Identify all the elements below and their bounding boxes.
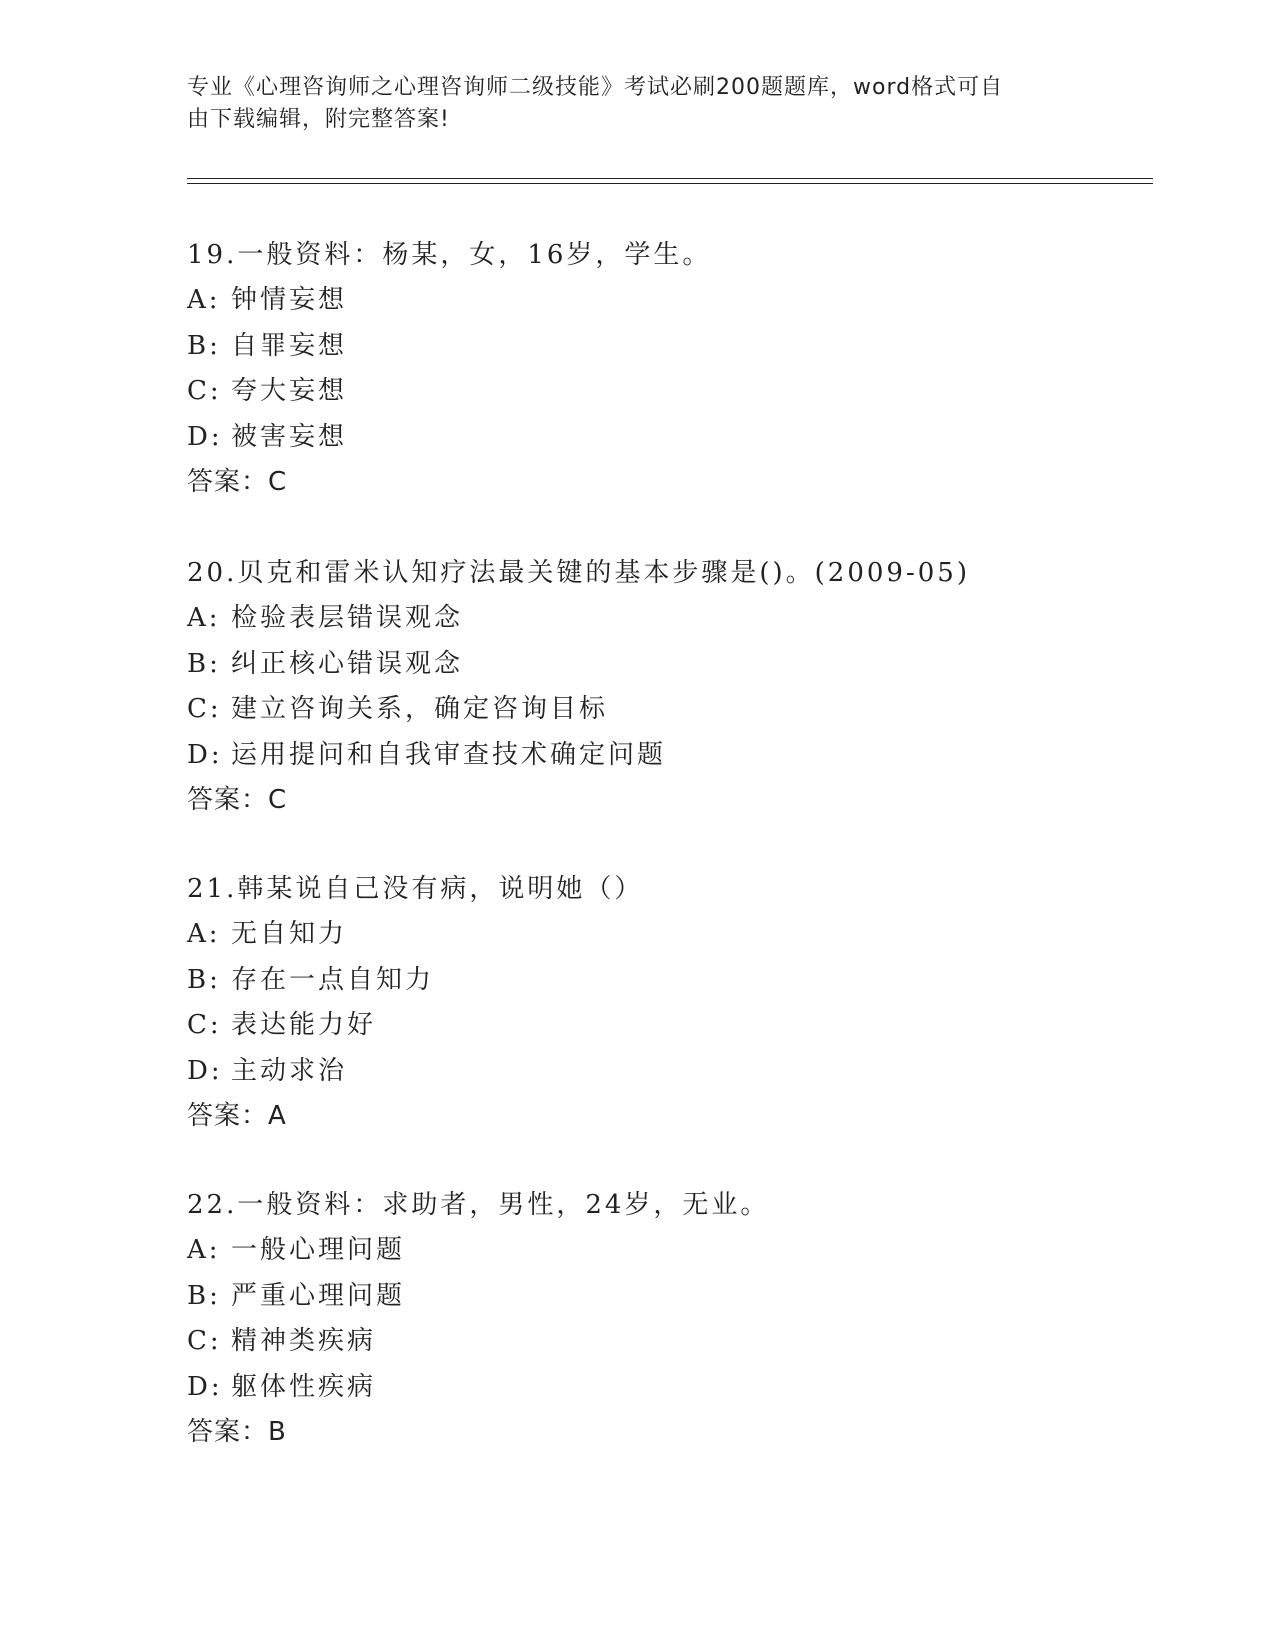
option-c [187, 1319, 1147, 1365]
option-text: 纠正核心错误观念 [231, 648, 464, 679]
option-letter: A: [187, 919, 221, 949]
option-a [187, 278, 1147, 324]
answer-text: 答案：C [187, 467, 288, 497]
question-text: 19.一般资料：杨某，女，16岁，学生。 [187, 240, 712, 270]
option-c [187, 1003, 1147, 1049]
option-b [187, 1274, 1147, 1320]
question-21 [187, 866, 1147, 1138]
answer-text: 答案：C [187, 785, 288, 815]
option-text: 夸大妄想 [231, 376, 348, 406]
question-text: 22.一般资料：求助者，男性，24岁，无业。 [187, 1190, 770, 1220]
option-text: 无自知力 [231, 919, 348, 949]
header-line-1: 专业《心理咨询师之心理咨询师二级技能》考试必刷200题题库，word格式可自 [187, 75, 1004, 100]
option-letter: C: [187, 1326, 222, 1356]
option-d [187, 1049, 1147, 1095]
option-text: 检验表层错误观念 [231, 603, 464, 633]
option-letter: B: [187, 1280, 221, 1311]
header-line-2: 由下载编辑，附完整答案! [187, 107, 450, 132]
question-20 [187, 550, 1147, 822]
option-text: 精神类疾病 [231, 1326, 377, 1356]
answer-text: 答案：B [187, 1417, 287, 1447]
option-letter: C: [187, 376, 222, 406]
option-c [187, 369, 1147, 415]
option-text: 自罪妄想 [231, 330, 348, 361]
option-letter: A: [187, 285, 221, 315]
option-b [187, 958, 1147, 1004]
option-letter: A: [187, 603, 221, 633]
header-divider-top [187, 178, 1153, 179]
option-text: 被害妄想 [231, 421, 348, 452]
option-letter: D: [187, 1371, 223, 1402]
option-text: 躯体性疾病 [231, 1371, 377, 1402]
option-c [187, 687, 1147, 733]
option-d [187, 1365, 1147, 1411]
option-text: 运用提问和自我审查技术确定问题 [231, 739, 667, 770]
option-b [187, 324, 1147, 370]
question-text: 20.贝克和雷米认知疗法最关键的基本步骤是()。(2009-05) [187, 558, 970, 588]
option-letter: D: [187, 739, 223, 770]
option-a [187, 912, 1147, 958]
option-b [187, 642, 1147, 688]
option-letter: B: [187, 648, 221, 679]
option-text: 存在一点自知力 [231, 964, 435, 995]
option-letter: D: [187, 1055, 223, 1086]
option-text: 主动求治 [231, 1055, 348, 1086]
option-a [187, 596, 1147, 642]
header-divider-bottom [187, 183, 1153, 184]
option-letter: A: [187, 1235, 221, 1265]
option-letter: C: [187, 694, 222, 724]
option-text: 建立咨询关系，确定咨询目标 [231, 694, 609, 724]
option-text: 严重心理问题 [231, 1280, 406, 1311]
question-22 [187, 1182, 1147, 1454]
option-text: 钟情妄想 [231, 285, 348, 315]
answer-text: 答案：A [187, 1101, 287, 1131]
option-letter: C: [187, 1010, 222, 1040]
option-d [187, 415, 1147, 461]
option-d [187, 733, 1147, 779]
option-letter: B: [187, 964, 221, 995]
option-text: 表达能力好 [231, 1010, 377, 1040]
question-text: 21.韩某说自己没有病，说明她（） [187, 874, 644, 904]
question-19 [187, 232, 1147, 504]
option-text: 一般心理问题 [231, 1235, 406, 1265]
document-header [187, 72, 1067, 136]
option-a [187, 1228, 1147, 1274]
option-letter: D: [187, 421, 223, 452]
option-letter: B: [187, 330, 221, 361]
